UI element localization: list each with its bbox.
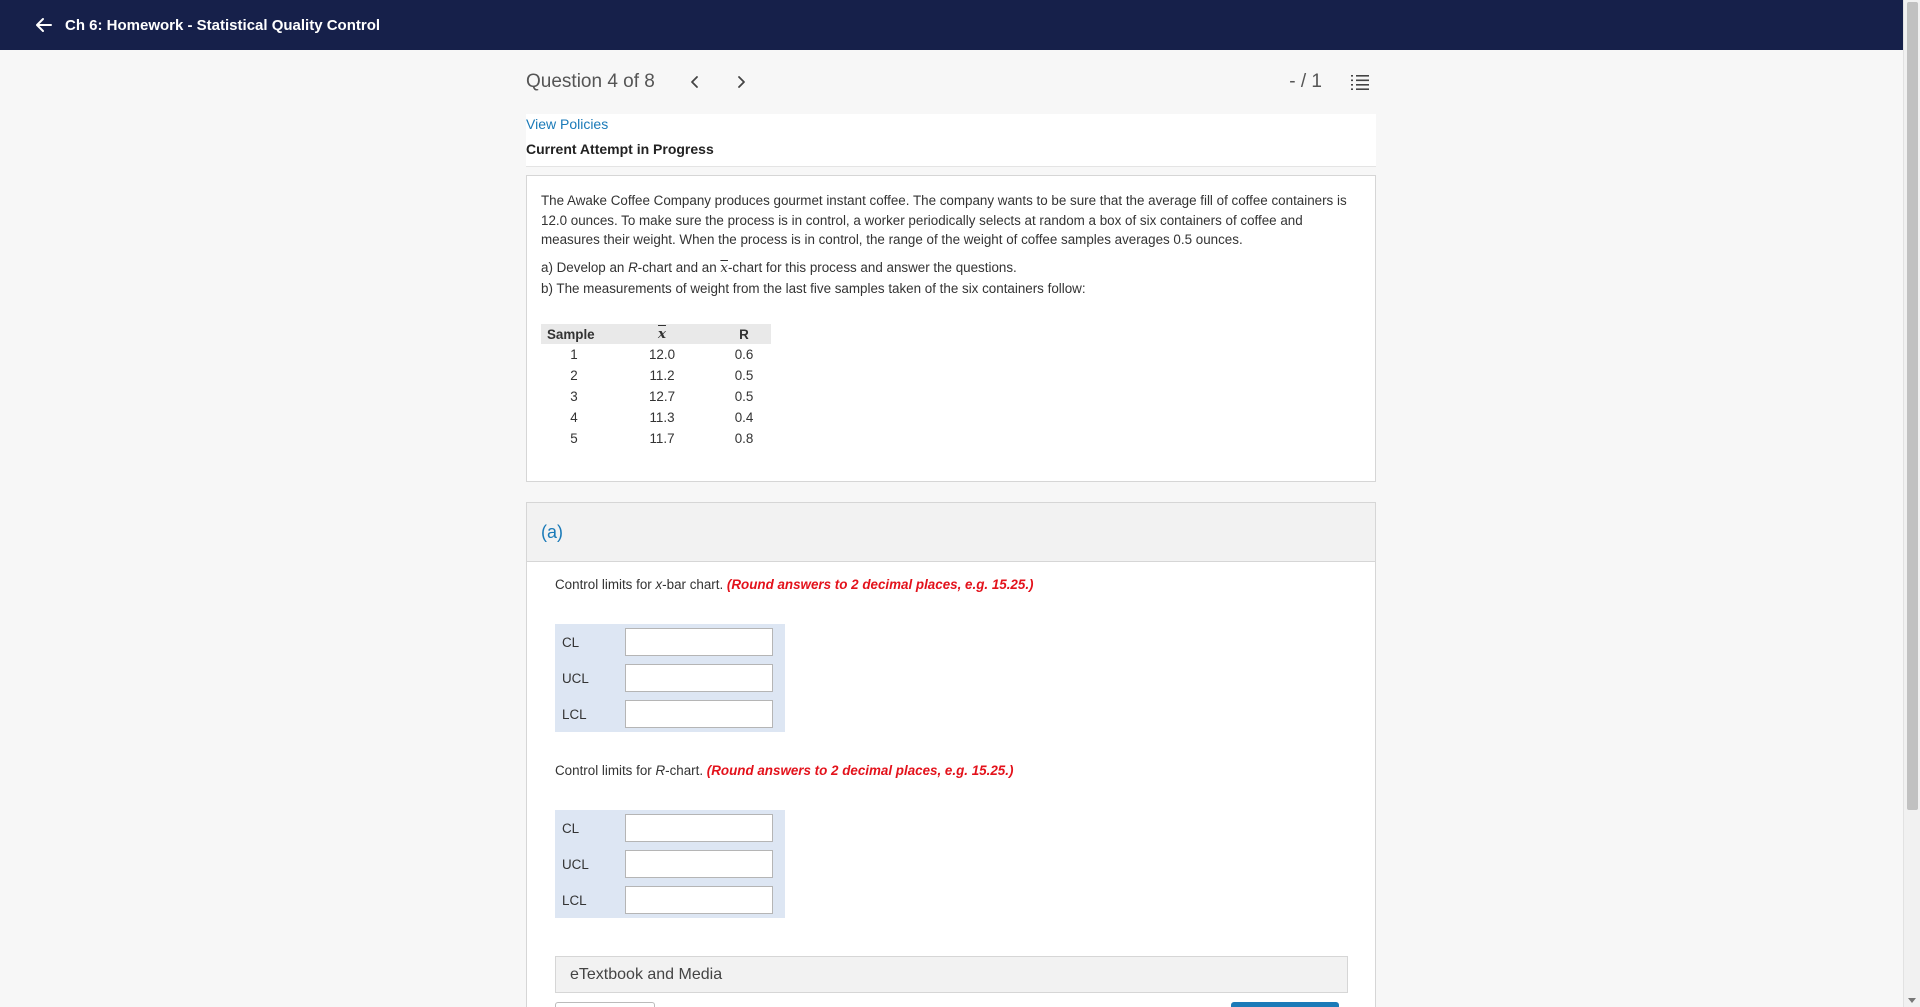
top-bar [0,0,1903,50]
xbar-limits-table [555,624,785,732]
r-lcl-input[interactable] [625,886,773,914]
cell-range: 0.4 [734,410,754,425]
r-instruction: Control limits for R-chart. (Round answers to 2 decimal places, e.g. 15.25.) [555,763,1014,778]
r-cl-row [555,810,785,846]
cell-xbar: 11.7 [649,431,675,446]
cell-xbar: 12.7 [648,389,676,404]
policies-strip [526,114,1376,167]
part-a-label: (a) [541,522,563,542]
table-header-row [541,324,771,344]
question-header [526,64,1376,100]
xbar-ucl-input[interactable] [625,664,773,692]
xbar-ucl-label: UCL [562,670,589,686]
secondary-action-button[interactable] [555,1002,655,1007]
part-b-description: b) The measurements of weight from the last five samples taken of the six containers follow: [541,280,1086,296]
xbar-lcl-input[interactable] [625,700,773,728]
attempt-status: Current Attempt in Progress [526,141,714,157]
scroll-down-arrow-icon[interactable] [1908,998,1916,1003]
r-ucl-row [555,846,785,882]
r-cl-label: CL [562,820,580,836]
r-lcl-label: LCL [562,892,587,908]
cell-sample: 4 [570,410,578,425]
question-list-icon[interactable] [1348,70,1372,94]
r-lcl-row [555,882,785,918]
problem-text: The Awake Coffee Company produces gourmet instant coffee. The company wants to be sure that the average fill of coffee containers is 12.0 ounces. To make sure the process is in control, a worker periodically selects at random a box of six containers of coffee and measures their weight. When the process is in control, the range of the weight of coffee samples averages 0.5 ounces. [541,193,1347,247]
r-limits-table [555,810,785,918]
problem-card [526,175,1376,482]
rounding-note: (Round answers to 2 decimal places, e.g. 15.25.) [706,763,1014,778]
back-arrow-icon[interactable] [33,14,55,36]
cell-range: 0.6 [734,347,754,362]
part-a-description: a) Develop an R-chart and an $\overline{x}$-chart for this process and answer the questions. [541,260,1017,276]
part-a-card [526,502,1376,1007]
cell-sample: 1 [570,347,578,362]
cell-sample: 5 [570,431,578,446]
previous-question-button[interactable] [683,70,707,94]
table-row [541,386,771,407]
xbar-instruction: Control limits for x-bar chart. (Round answers to 2 decimal places, e.g. 15.25.) [555,577,1034,592]
chevron-right-icon [735,75,747,89]
cell-range: 0.8 [734,431,754,446]
xbar-cl-label: CL [562,634,580,650]
xbar-cl-row [555,624,785,660]
question-counter: Question 4 of 8 [526,71,655,92]
cell-range: 0.5 [734,368,754,383]
sample-table [541,324,771,449]
next-question-button[interactable] [729,70,753,94]
question-score: - / 1 [1289,71,1322,92]
column-header-sample: Sample [541,324,607,344]
cell-range: 0.5 [734,389,754,404]
chevron-left-icon [689,75,701,89]
xbar-ucl-row [555,660,785,696]
column-header-xbar: $\overline{x}$ [607,324,717,344]
cell-xbar: 11.2 [649,368,675,383]
submit-answer-button[interactable] [1231,1002,1339,1007]
table-row [541,344,771,365]
r-ucl-input[interactable] [625,850,773,878]
view-policies-link[interactable]: View Policies [526,116,609,132]
xbar-lcl-row [555,696,785,732]
column-header-range: R [717,324,771,344]
assignment-title: Ch 6: Homework - Statistical Quality Control [65,16,381,34]
cell-xbar: 11.3 [649,410,675,425]
cell-sample: 3 [570,389,578,404]
table-row [541,407,771,428]
table-row [541,365,771,386]
scrollbar-thumb[interactable] [1907,2,1918,810]
cell-xbar: 12.0 [648,347,676,362]
r-ucl-label: UCL [562,856,589,872]
table-row [541,428,771,449]
part-a-header [527,503,1375,562]
rounding-note: (Round answers to 2 decimal places, e.g. 15.25.) [726,577,1034,592]
xbar-cl-input[interactable] [625,628,773,656]
r-cl-input[interactable] [625,814,773,842]
etextbook-media-toggle[interactable]: eTextbook and Media [555,956,1348,993]
problem-parts [541,258,1361,298]
cell-sample: 2 [570,368,578,383]
page-scrollbar[interactable] [1903,0,1920,1007]
xbar-lcl-label: LCL [562,706,587,722]
